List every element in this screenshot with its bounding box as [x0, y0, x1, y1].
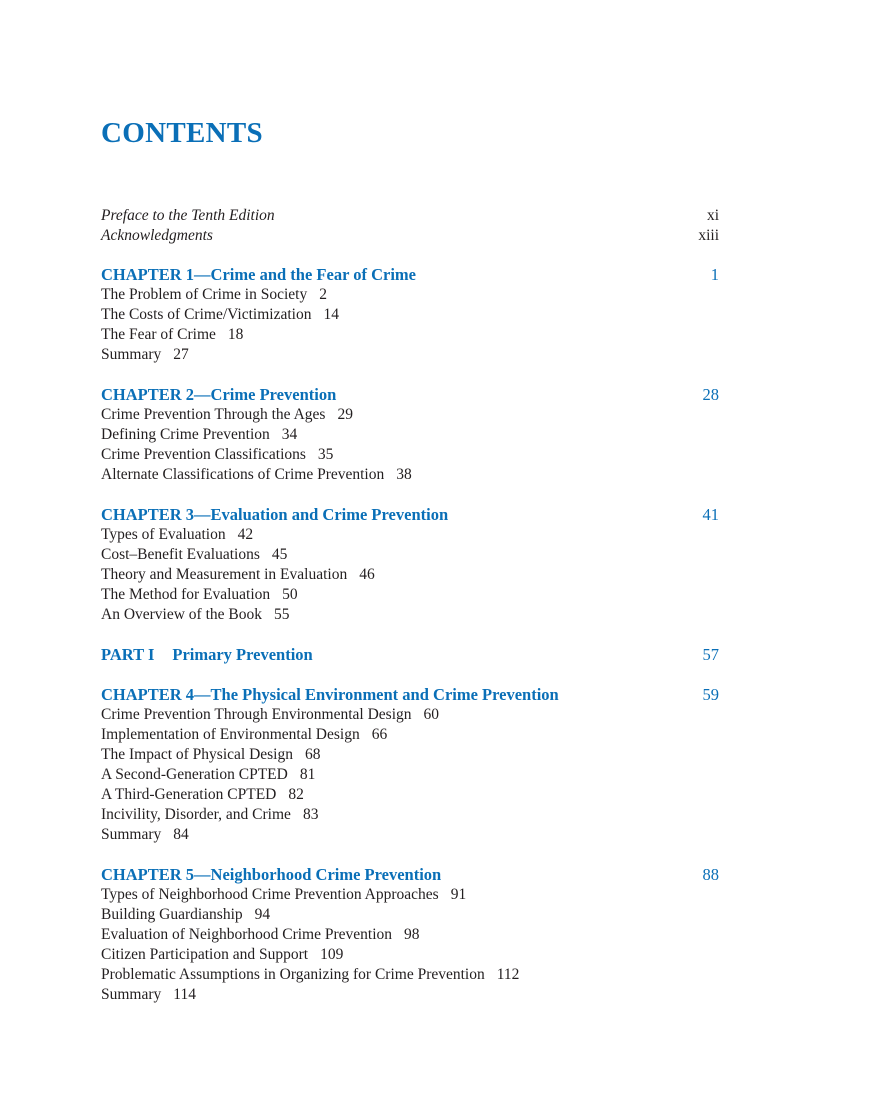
toc-entry[interactable]: [101, 765, 719, 785]
entry-label: The Problem of Crime in Society: [101, 286, 308, 303]
toc-entry[interactable]: [101, 285, 719, 305]
toc-entry[interactable]: [101, 705, 719, 725]
entry-label: Crime Prevention Classifications: [101, 446, 306, 463]
chapter-title: CHAPTER 4—The Physical Environment and Crime Prevention: [101, 685, 559, 704]
toc-entry[interactable]: [101, 305, 719, 325]
chapter-heading[interactable]: [101, 265, 719, 285]
toc-entry[interactable]: [101, 805, 719, 825]
entry-label: An Overview of the Book: [101, 606, 262, 623]
entry-label: The Costs of Crime/Victimization: [101, 306, 312, 323]
entry-page: 45: [271, 546, 288, 563]
entry-page: 94: [254, 906, 271, 923]
entry-label: A Second-Generation CPTED: [101, 766, 288, 783]
toc-entry[interactable]: [101, 825, 719, 845]
toc-entry[interactable]: [101, 465, 719, 485]
entry-label: Types of Evaluation: [101, 526, 226, 543]
entry-page: 98: [404, 926, 420, 943]
chapter-heading[interactable]: [101, 385, 719, 405]
entry-page: 84: [173, 826, 189, 843]
toc-entry[interactable]: [101, 745, 719, 765]
page-title: CONTENTS: [101, 117, 263, 149]
toc-entry[interactable]: [101, 525, 719, 545]
chapter-page: 41: [702, 505, 719, 524]
chapter-title: CHAPTER 3—Evaluation and Crime Prevention: [101, 505, 449, 524]
entry-page: 83: [302, 806, 319, 823]
toc-entry[interactable]: [101, 605, 719, 625]
part-title: [101, 645, 313, 665]
entry-label: Evaluation of Neighborhood Crime Prevention: [101, 926, 392, 943]
chapter-2-section: [101, 385, 719, 485]
entry-label: The Method for Evaluation: [101, 586, 271, 603]
entry-label: Implementation of Environmental Design: [101, 726, 360, 743]
chapter-page: 28: [702, 385, 719, 404]
entry-label: Defining Crime Prevention: [101, 426, 270, 443]
entry-label: A Third-Generation CPTED: [101, 786, 277, 803]
entry-page: 27: [173, 346, 189, 363]
entry-label: Summary: [101, 826, 162, 843]
toc-entry[interactable]: [101, 565, 719, 585]
entry-label: The Impact of Physical Design: [101, 746, 293, 763]
front-matter-label: Preface to the Tenth Edition: [101, 207, 275, 224]
chapter-title: CHAPTER 2—Crime Prevention: [101, 385, 337, 404]
chapter-heading[interactable]: [101, 865, 719, 885]
table-of-contents: [101, 206, 719, 1025]
toc-entry[interactable]: [101, 405, 719, 425]
entry-label: Incivility, Disorder, and Crime: [101, 806, 291, 823]
front-matter-label: Acknowledgments: [101, 227, 213, 244]
entry-label: Theory and Measurement in Evaluation: [101, 566, 348, 583]
part-heading[interactable]: [101, 645, 719, 665]
toc-entry[interactable]: [101, 905, 719, 925]
entry-page: 60: [423, 706, 440, 723]
entry-label: Summary: [101, 986, 162, 1003]
entry-label: Alternate Classifications of Crime Prevention: [101, 466, 385, 483]
chapter-page: 1: [710, 265, 719, 284]
toc-entry[interactable]: [101, 725, 719, 745]
chapter-heading[interactable]: [101, 685, 719, 705]
front-matter-page: xiii: [698, 227, 719, 244]
entry-label: Summary: [101, 346, 162, 363]
toc-entry[interactable]: [101, 585, 719, 605]
toc-entry[interactable]: [101, 445, 719, 465]
toc-entry[interactable]: [101, 965, 719, 985]
entry-page: 50: [282, 586, 298, 603]
chapter-5-section: [101, 865, 719, 1005]
entry-page: 2: [319, 286, 327, 303]
entry-page: 46: [359, 566, 375, 583]
entry-page: 91: [450, 886, 467, 903]
entry-page: 35: [317, 446, 334, 463]
entry-page: 66: [371, 726, 388, 743]
entry-page: 114: [173, 986, 196, 1003]
toc-entry[interactable]: [101, 545, 719, 565]
entry-page: 34: [281, 426, 298, 443]
entry-label: Crime Prevention Through the Ages: [101, 406, 326, 423]
front-matter-item[interactable]: [101, 226, 719, 246]
entry-page: 55: [274, 606, 290, 623]
chapter-3-section: [101, 505, 719, 625]
part-1-section: [101, 645, 719, 665]
entry-page: 14: [323, 306, 339, 323]
entry-label: Citizen Participation and Support: [101, 946, 309, 963]
entry-label: Cost–Benefit Evaluations: [101, 546, 260, 563]
toc-entry[interactable]: [101, 885, 719, 905]
entry-page: 112: [496, 966, 520, 983]
toc-entry[interactable]: [101, 945, 719, 965]
chapter-page: 88: [702, 865, 719, 884]
entry-page: 81: [299, 766, 316, 783]
toc-entry[interactable]: [101, 925, 719, 945]
chapter-4-section: [101, 685, 719, 845]
entry-label: Types of Neighborhood Crime Prevention Approaches: [101, 886, 439, 903]
chapter-1-section: [101, 265, 719, 365]
entry-page: 68: [304, 746, 321, 763]
part-name: Primary Prevention: [172, 645, 313, 664]
entry-page: 109: [320, 946, 344, 963]
entry-page: 18: [227, 326, 244, 343]
entry-label: Building Guardianship: [101, 906, 243, 923]
chapter-page: 59: [702, 685, 719, 704]
toc-entry[interactable]: [101, 345, 719, 365]
entry-page: 29: [337, 406, 353, 423]
toc-entry[interactable]: [101, 325, 719, 345]
chapter-title: CHAPTER 5—Neighborhood Crime Prevention: [101, 865, 442, 884]
entry-label: Crime Prevention Through Environmental Design: [101, 706, 412, 723]
chapter-title: CHAPTER 1—Crime and the Fear of Crime: [101, 265, 416, 284]
toc-entry[interactable]: [101, 425, 719, 445]
entry-page: 82: [288, 786, 304, 803]
toc-entry[interactable]: [101, 785, 719, 805]
part-number: PART I: [101, 645, 155, 664]
entry-label: The Fear of Crime: [101, 326, 216, 343]
front-matter-item[interactable]: [101, 206, 719, 226]
entry-page: 38: [396, 466, 412, 483]
front-matter: [101, 206, 719, 246]
entry-label: Problematic Assumptions in Organizing for Crime Prevention: [101, 966, 485, 983]
toc-entry[interactable]: [101, 985, 719, 1005]
chapter-heading[interactable]: [101, 505, 719, 525]
part-page: 57: [702, 645, 719, 664]
entry-page: 42: [237, 526, 254, 543]
front-matter-page: xi: [706, 207, 719, 224]
